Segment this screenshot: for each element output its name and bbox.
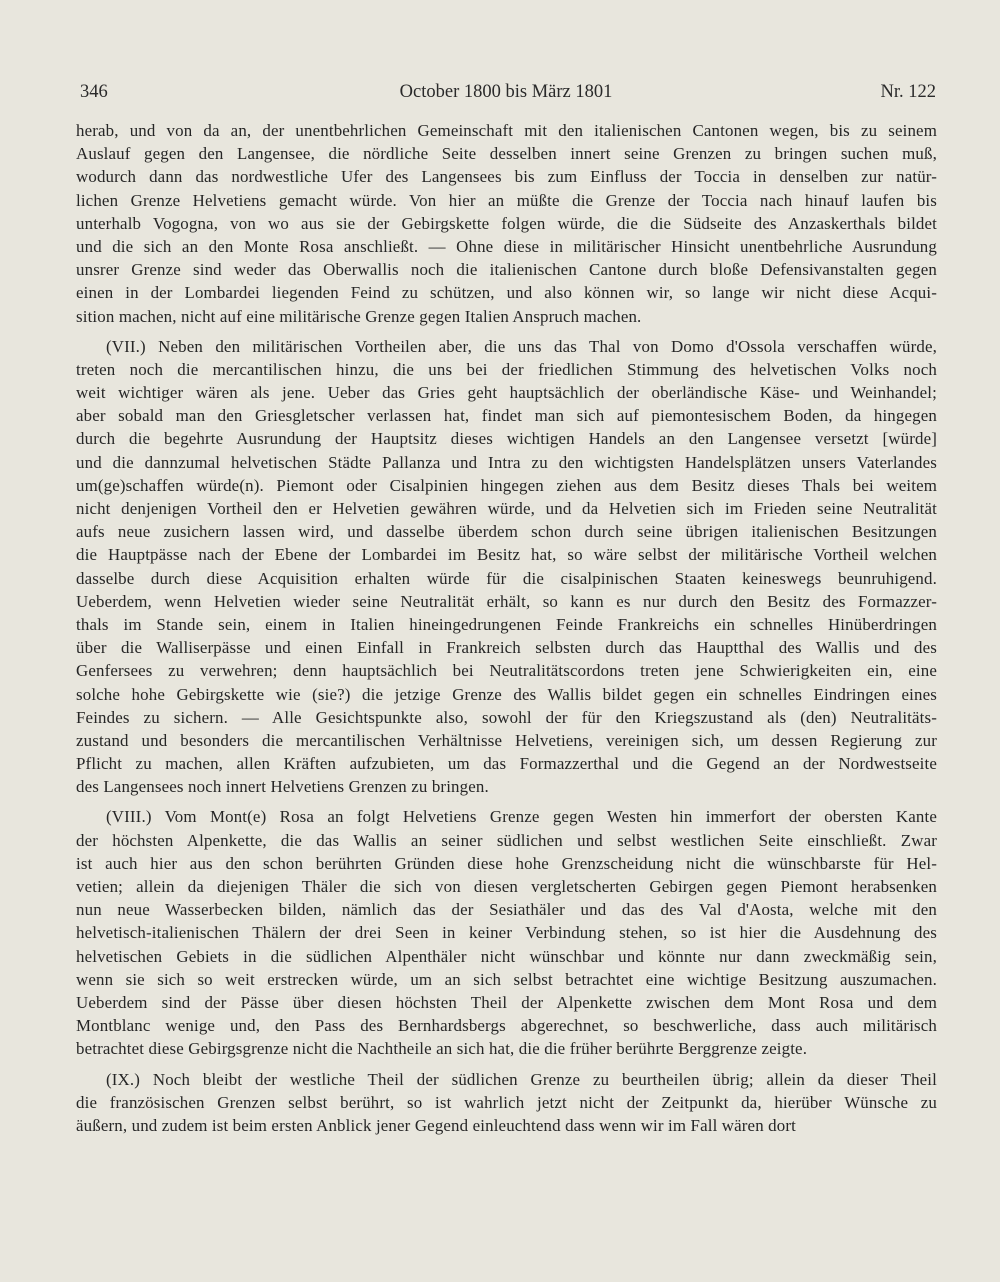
text-line: vetien; allein da diejenigen Thäler die sich von diesen vergletscherten Gebirgen gegen Piemont herabsenken <box>76 877 937 896</box>
text-line: des Langensees noch innert Helvetiens Grenzen zu bringen. <box>76 777 489 797</box>
text-line: Genfersees zu verwehren; denn hauptsächlich bei Neutralitätscordons treten jene Schwierigkeiten ein, eine <box>76 661 937 681</box>
text-line: wenn sie sich so weit erstrecken würde, um an sich selbst betrachtet eine wichtige Besitzung auszumachen. <box>76 969 937 989</box>
text-line: Pflicht zu machen, allen Kräften aufzubieten, um das Formazzerthal und die Gegend an der Nordwestseite <box>76 754 937 774</box>
page-header <box>76 82 936 110</box>
text-line: und die sich an den Monte Rosa anschließt. — Ohne diese in militärischer Hinsicht unentbehrliche Ausrundung <box>76 236 937 256</box>
text-line: ist auch hier aus den schon berührten Gründen diese hohe Grenzscheidung nicht die wünschbarste für Hel- <box>76 853 937 873</box>
text-line: und die dannzumal helvetischen Städte Pallanza und Intra zu den wichtigsten Handelsplätzen unsers Vaterlandes <box>76 452 937 472</box>
text-line: (IX.) Noch bleibt der westliche Theil der südlichen Grenze zu beurtheilen übrig; allein da dieser Theil <box>106 1069 937 1089</box>
text-line: thals im Stande sein, einem in Italien hineingedrungenen Feinde Frankreichs ein schnelles Hinüberdringen <box>76 614 937 634</box>
body-text <box>76 119 937 1144</box>
text-line: durch die begehrte Ausrundung der Hauptsitz dieses wichtigen Handels an den Langensee versetzt [würde] <box>76 429 937 449</box>
text-line: äußern, und zudem ist beim ersten Anblick jener Gegend einleuchtend dass wenn wir im Fall wären dort <box>76 1115 796 1135</box>
text-line: unterhalb Vogogna, von wo aus sie der Gebirgskette folgen würde, die die Südseite des Anzaskerthals bildet <box>76 213 937 233</box>
paragraph <box>76 335 937 799</box>
text-line: weit wichtiger wären als jene. Ueber das Gries geht hauptsächlich der oberländische Käse- und Weinhandel; <box>76 383 937 403</box>
text-line: aufs neue zusichern lassen wird, und dasselbe überdem schon durch seine übrigen italienischen Besitzungen <box>76 522 937 542</box>
text-line: Feindes zu sichern. — Alle Gesichtspunkte also, sowohl der für den Kriegszustand als (den) Neutralitäts- <box>76 707 937 727</box>
text-line: dasselbe durch diese Acquisition erhalten würde für die cisalpinischen Staaten keineswegs beunruhigend. <box>76 568 937 588</box>
text-line: Ueberdem, wenn Helvetien wieder seine Neutralität erhält, so kann es nur durch den Besitz des Formazzer- <box>76 591 937 611</box>
text-line: zustand und besonders die mercantilischen Verhältnisse Helvetiens, vereinigen sich, um dessen Regierung zur <box>76 730 937 750</box>
text-line: (VII.) Neben den militärischen Vortheilen aber, die uns das Thal von Domo d'Ossola verschaffen würde, <box>106 336 937 356</box>
page-number: 346 <box>80 82 108 102</box>
text-line: lichen Grenze Helvetiens gemacht würde. Von hier an müßte die Grenze der Toccia nach hinauf laufen bis <box>76 190 937 210</box>
text-line: unsrer Grenze sind weder das Oberwallis noch die italienischen Cantone durch bloße Defensivanstalten gegen <box>76 260 937 280</box>
text-line: nun neue Wasserbecken bilden, nämlich das der Sesiathäler und das des Val d'Aosta, welche mit den <box>76 900 937 920</box>
text-line: nicht denjenigen Vortheil den er Helvetien gewähren würde, und da Helvetien sich im Frieden seine Neutralität <box>76 499 937 518</box>
text-line: (VIII.) Vom Mont(e) Rosa an folgt Helvetiens Grenze gegen Westen hin immerfort der obersten Kante <box>106 807 937 827</box>
text-line: einen in der Lombardei liegenden Feind zu schützen, und also können wir, so lange wir nicht diese Acqui- <box>76 283 937 303</box>
text-line: solche hohe Gebirgskette wie (sie?) die jetzige Grenze des Wallis bildet gegen ein schnelles Eindringen eines <box>76 684 937 704</box>
text-line: sition machen, nicht auf eine militärische Grenze gegen Italien Anspruch machen. <box>76 306 642 326</box>
running-title: October 1800 bis März 1801 <box>399 82 613 102</box>
text-line: betrachtet diese Gebirgsgrenze nicht die Nachtheile an sich hat, die die früher berührte Berggrenze zeigte. <box>76 1039 808 1059</box>
text-line: Auslauf gegen den Langensee, die nördliche Seite desselben innert seine Grenzen zu bringen suchen muß, <box>76 144 937 164</box>
paragraph <box>76 119 937 328</box>
text-line: Ueberdem sind der Pässe über diesen höchsten Theil der Alpenkette zwischen dem Mont Rosa und dem <box>76 992 937 1012</box>
text-line: helvetischen Gebiets in die südlichen Alpenthäler nicht wünschbar und könnte nur dann zweckmäßig sein, <box>76 946 937 966</box>
text-line: die Hauptpässe nach der Ebene der Lombardei im Besitz hat, so wäre selbst der militärische Vortheil welchen <box>76 545 937 565</box>
text-line: herab, und von da an, der unentbehrlichen Gemeinschaft mit den italienischen Cantonen wegen, bis zu seinem <box>76 121 937 140</box>
text-line: treten noch die mercantilischen hinzu, die uns bei der friedlichen Stimmung des helvetischen Volks noch <box>76 359 937 379</box>
document-number: Nr. 122 <box>880 82 936 102</box>
text-line: die französischen Grenzen selbst berührt, so ist wahrlich jetzt nicht der Zeitpunkt da, hierüber Wünsche zu <box>76 1092 937 1112</box>
paragraph <box>76 1068 937 1138</box>
paragraph <box>76 805 937 1060</box>
text-line: aber sobald man den Griesgletscher verlassen hat, findet man sich auf piemontesischem Boden, da hingegen <box>76 406 937 426</box>
text-line: der höchsten Alpenkette, die das Wallis an seiner südlichen und selbst westlichen Seite einschließt. Zwar <box>76 830 937 850</box>
text-line: wodurch dann das nordwestliche Ufer des Langensees bis zum Einfluss der Toccia in denselben zur natür- <box>76 167 937 187</box>
text-line: Montblanc wenige und, den Pass des Bernhardsbergs abgerechnet, so beschwerliche, dass auch militärisch <box>76 1016 937 1036</box>
text-line: über die Walliserpässe und einen Einfall in Frankreich selbsten durch das Hauptthal des Wallis und des <box>76 638 937 658</box>
text-line: helvetisch-italienischen Thälern der drei Seen in keiner Verbindung stehen, so ist hier die Ausdehnung des <box>76 923 937 943</box>
text-line: um(ge)schaffen würde(n). Piemont oder Cisalpinien hingegen ziehen aus dem Besitz dieses Thals bei weitem <box>76 475 937 495</box>
